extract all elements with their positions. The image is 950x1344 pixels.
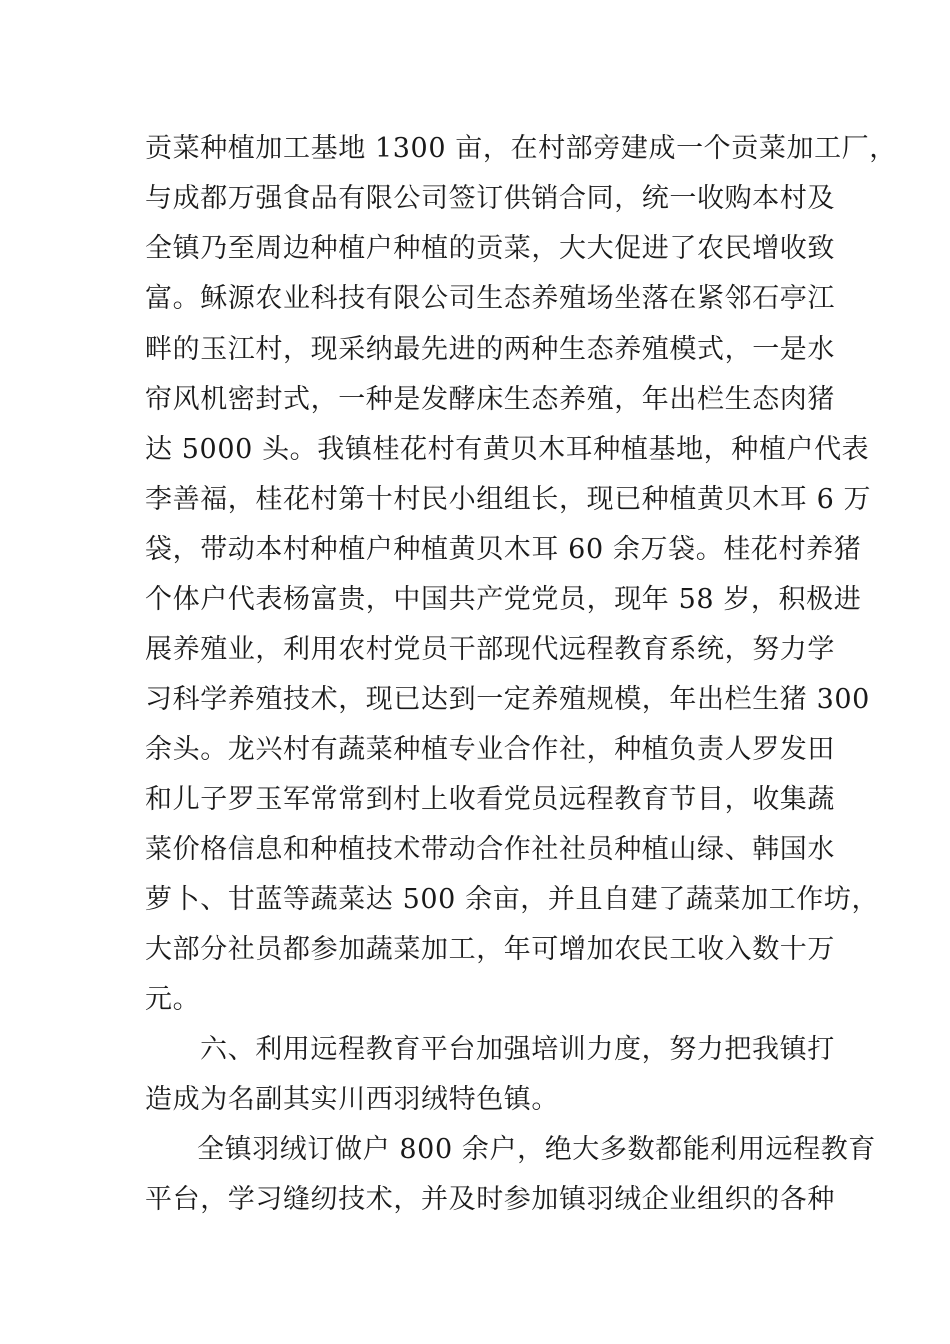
body-text-line: 畔的玉江村，现采纳最先进的两种生态养殖模式，一是水 [145, 334, 835, 365]
body-text-line: 余头。龙兴村有蔬菜种植专业合作社，种植负责人罗发田 [145, 734, 835, 765]
body-text-line: 贡菜种植加工基地 1300 亩，在村部旁建成一个贡菜加工厂， [145, 133, 897, 164]
body-text-line: 展养殖业，利用农村党员干部现代远程教育系统，努力学 [145, 634, 835, 665]
body-text-line: 菜价格信息和种植技术带动合作社社员种植山绿、韩国水 [145, 834, 835, 865]
body-text-line: 个体户代表杨富贵，中国共产党党员，现年 58 岁，积极进 [145, 584, 862, 615]
body-text-line: 袋，带动本村种植户种植黄贝木耳 60 余万袋。桂花村养猪 [145, 534, 862, 565]
body-text-line: 萝卜、甘蓝等蔬菜达 500 余亩，并且自建了蔬菜加工作坊， [145, 884, 880, 915]
body-text-line: 和儿子罗玉军常常到村上收看党员远程教育节目，收集蔬 [145, 784, 835, 815]
section-heading-line: 造成为名副其实川西羽绒特色镇。 [145, 1084, 559, 1115]
body-text-line: 全镇乃至周边种植户种植的贡菜，大大促进了农民增收致 [145, 233, 835, 264]
body-text-line: 帘风机密封式，一种是发酵床生态养殖，年出栏生态肉猪 [145, 384, 835, 415]
body-text-line: 大部分社员都参加蔬菜加工，年可增加农民工收入数十万 [145, 934, 835, 965]
body-text-line: 习科学养殖技术，现已达到一定养殖规模，年出栏生猪 300 [145, 684, 870, 715]
body-text-line: 与成都万强食品有限公司签订供销合同，统一收购本村及 [145, 183, 835, 214]
body-text-line: 富。稣源农业科技有限公司生态养殖场坐落在紧邻石亭江 [145, 283, 835, 314]
body-text-line: 李善福，桂花村第十村民小组组长，现已种植黄贝木耳 6 万 [145, 484, 872, 515]
body-text-line: 元。 [145, 984, 201, 1015]
section-heading-line: 六、利用远程教育平台加强培训力度，努力把我镇打 [200, 1034, 835, 1065]
body-text-line: 全镇羽绒订做户 800 余户，绝大多数都能利用远程教育 [197, 1134, 876, 1165]
body-text-line: 平台，学习缝纫技术，并及时参加镇羽绒企业组织的各种 [145, 1184, 835, 1215]
body-text-line: 达 5000 头。我镇桂花村有黄贝木耳种植基地，种植户代表 [145, 434, 870, 465]
